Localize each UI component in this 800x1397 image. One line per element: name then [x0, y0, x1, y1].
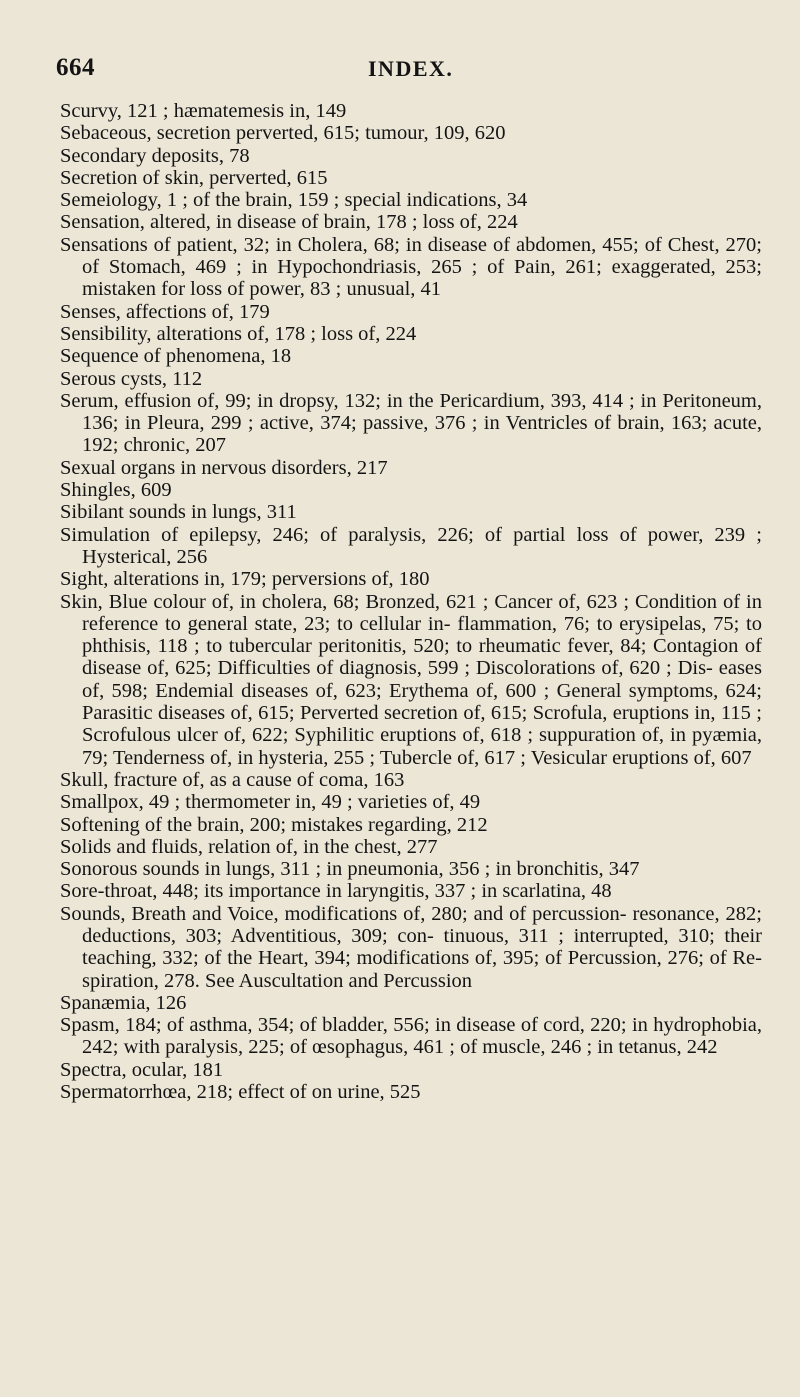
index-entry: Serum, effusion of, 99; in dropsy, 132; in the Pericardium, 393, 414 ; in Peritoneum, 136; in Pleura, 299 ; active, 374; passive, 376 ; in Ventricles of brain, 163; acute, 192; chronic, 207: [60, 389, 762, 457]
index-entry: Sounds, Breath and Voice, modifications of, 280; and of percussion- resonance, 282; deductions, 303; Adventitious, 309; con- tinuous, 311 ; interrupted, 310; their teaching, 332; of the Heart, 394; modifications of, 395; of Percussion, 276; of Re- spiration, 278. See Auscultation and Percussion: [60, 902, 762, 992]
index-entry: Skull, fracture of, as a cause of coma, 163: [60, 768, 405, 791]
index-entry: Sensations of patient, 32; in Cholera, 68; in disease of abdomen, 455; of Chest, 270; of Stomach, 469 ; in Hypochondriasis, 265 ; of Pain, 261; exaggerated, 253; mistaken for loss of power, 83 ; unusual, 41: [60, 233, 762, 301]
index-entry: Spermatorrhœa, 218; effect of on urine, 525: [60, 1081, 421, 1104]
index-entry: Sight, alterations in, 179; perversions of, 180: [60, 568, 430, 591]
index-entry: Sebaceous, secretion perverted, 615; tumour, 109, 620: [60, 122, 506, 145]
running-head: INDEX.: [368, 56, 454, 81]
index-entries: [60, 100, 762, 1103]
index-entry: Sibilant sounds in lungs, 311: [60, 501, 297, 524]
index-entry: Serous cysts, 112: [60, 367, 203, 390]
index-entry: Shingles, 609: [60, 479, 172, 502]
page-header: [56, 54, 756, 88]
index-entry: Simulation of epilepsy, 246; of paralysis, 226; of partial loss of power, 239 ; Hysterical, 256: [60, 523, 762, 568]
index-entry: Softening of the brain, 200; mistakes regarding, 212: [60, 813, 488, 836]
index-entry: Solids and fluids, relation of, in the chest, 277: [60, 835, 438, 858]
index-entry: Semeiology, 1 ; of the brain, 159 ; special indications, 34: [60, 189, 528, 212]
index-entry: Spectra, ocular, 181: [60, 1058, 224, 1081]
index-entry: Sore-throat, 448; its importance in laryngitis, 337 ; in scarlatina, 48: [60, 880, 612, 903]
index-entry: Sonorous sounds in lungs, 311 ; in pneumonia, 356 ; in bronchitis, 347: [60, 858, 640, 881]
index-entry: Skin, Blue colour of, in cholera, 68; Bronzed, 621 ; Cancer of, 623 ; Condition of in reference to general state, 23; to cellular in- flammation, 76; to erysipelas, 75; to phthisis, 118 ; to tubercular peritonitis, 520; to rheumatic fever, 84; Contagion of disease of, 625; Difficulties of diagnosis, 599 ; Discolorations of, 620 ; Dis- eases of, 598; Endemial diseases of, 623; Erythema of, 600 ; General symptoms, 624; Parasitic diseases of, 615; Perverted secretion of, 615; Scrofula, eruptions in, 115 ; Scrofulous ulcer of, 622; Syphilitic eruptions of, 618 ; suppuration of, in pyæmia, 79; Tenderness of, in hysteria, 255 ; Tubercle of, 617 ; Vesicular eruptions of, 607: [60, 590, 762, 769]
index-entry: Secondary deposits, 78: [60, 144, 250, 167]
index-entry: Scurvy, 121 ; hæmatemesis in, 149: [60, 100, 347, 122]
index-entry: Smallpox, 49 ; thermometer in, 49 ; varieties of, 49: [60, 791, 481, 814]
index-entry: Secretion of skin, perverted, 615: [60, 166, 328, 189]
index-entry: Spasm, 184; of asthma, 354; of bladder, 556; in disease of cord, 220; in hydrophobia, 242; with paralysis, 225; of œsophagus, 461 ; of muscle, 246 ; in tetanus, 242: [60, 1014, 762, 1059]
index-entry: Sexual organs in nervous disorders, 217: [60, 456, 388, 479]
index-entry: Sensation, altered, in disease of brain, 178 ; loss of, 224: [60, 211, 518, 234]
index-entry: Sequence of phenomena, 18: [60, 345, 292, 368]
index-entry: Spanæmia, 126: [60, 991, 187, 1014]
index-entry: Sensibility, alterations of, 178 ; loss of, 224: [60, 322, 417, 345]
page-number: 664: [56, 54, 95, 81]
index-entry: Senses, affections of, 179: [60, 300, 270, 323]
